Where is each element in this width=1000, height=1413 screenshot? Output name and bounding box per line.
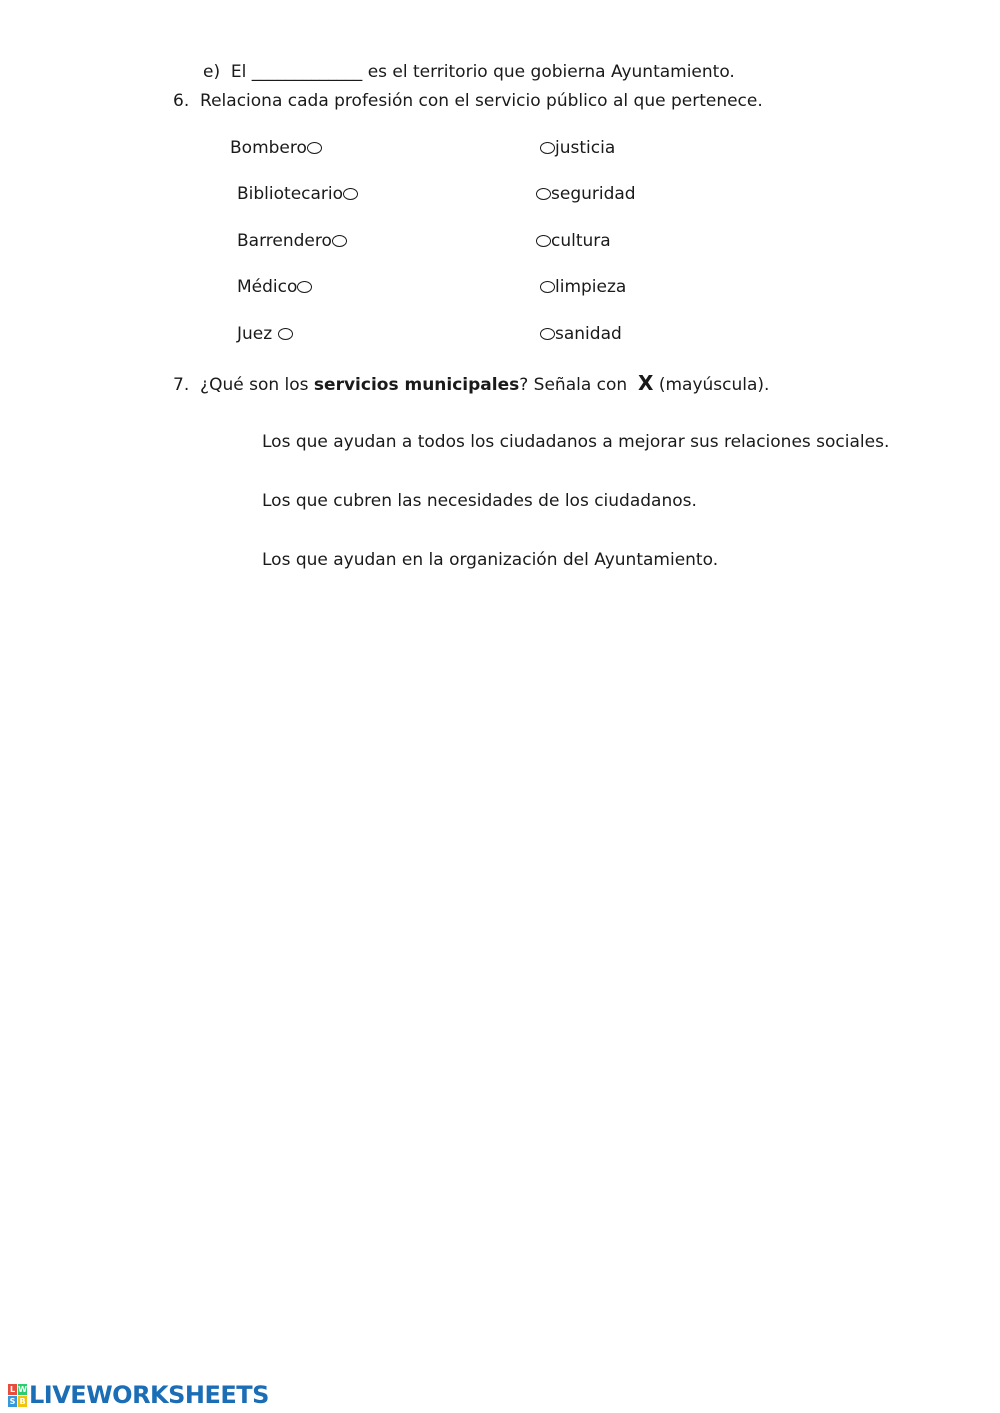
logo-tile: B [19, 1396, 26, 1406]
profession-label: Barrendero [237, 231, 332, 251]
service-justicia [540, 138, 615, 158]
service-cultura [536, 231, 611, 251]
question-7-middle: ? Señala con [519, 375, 628, 395]
logo-tile: S [9, 1396, 16, 1406]
item-e-after: es el territorio que gobierna Ayuntamiento. [367, 62, 735, 82]
service-label: justicia [555, 138, 616, 158]
service-label: sanidad [555, 324, 622, 344]
service-label: limpieza [555, 277, 627, 297]
profession-bibliotecario [237, 184, 358, 204]
logo-text: LIVEWORKSHEETS [29, 1381, 269, 1409]
match-dot-right[interactable] [536, 235, 551, 247]
question-7 [173, 371, 769, 395]
question-6-text: Relaciona cada profesión con el servicio público al que pertenece. [200, 91, 763, 111]
option-text: Los que ayudan en la organización del Ayuntamiento. [262, 550, 719, 570]
profession-bombero [230, 138, 322, 158]
item-e-label: e) [203, 62, 221, 82]
match-dot-right[interactable] [540, 281, 555, 293]
x-mark: X [638, 371, 654, 395]
match-dot-left[interactable] [332, 235, 347, 247]
match-dot-right[interactable] [540, 328, 555, 340]
profession-label: Bibliotecario [237, 184, 344, 204]
logo-tile: W [18, 1384, 27, 1394]
service-label: cultura [551, 231, 611, 251]
match-dot-right[interactable] [540, 142, 555, 154]
match-dot-left[interactable] [307, 142, 322, 154]
item-e-before: El [230, 62, 247, 82]
profession-barrendero [237, 231, 347, 251]
item-e-blank[interactable]: _____________ [251, 62, 363, 82]
question-7-suffix: (mayúscula). [658, 375, 770, 395]
item-e [203, 62, 735, 82]
profession-label: Médico [237, 277, 298, 297]
match-dot-left[interactable] [343, 188, 358, 200]
match-dot-left[interactable] [297, 281, 312, 293]
option-text: Los que ayudan a todos los ciudadanos a mejorar sus relaciones sociales. [262, 432, 890, 452]
question-7-prefix: ¿Qué son los [200, 375, 309, 395]
service-label: seguridad [551, 184, 636, 204]
option-3[interactable] [262, 550, 718, 570]
liveworksheets-logo [8, 1381, 269, 1409]
profession-medico [237, 277, 312, 297]
service-limpieza [540, 277, 626, 297]
option-text: Los que cubren las necesidades de los ciudadanos. [262, 491, 697, 511]
option-2[interactable] [262, 491, 697, 511]
logo-tile: L [9, 1384, 16, 1394]
service-sanidad [540, 324, 622, 344]
profession-label: Bombero [230, 138, 307, 158]
match-dot-right[interactable] [536, 188, 551, 200]
question-7-bold: servicios municipales [313, 375, 520, 395]
question-6 [173, 91, 763, 111]
option-1[interactable] [262, 432, 889, 452]
question-6-number: 6. [173, 91, 190, 111]
profession-label: Juez [237, 324, 273, 344]
logo-tiles-icon [8, 1384, 27, 1407]
profession-juez [237, 324, 293, 344]
question-7-number: 7. [173, 375, 190, 395]
match-dot-left[interactable] [278, 328, 293, 340]
service-seguridad [536, 184, 636, 204]
